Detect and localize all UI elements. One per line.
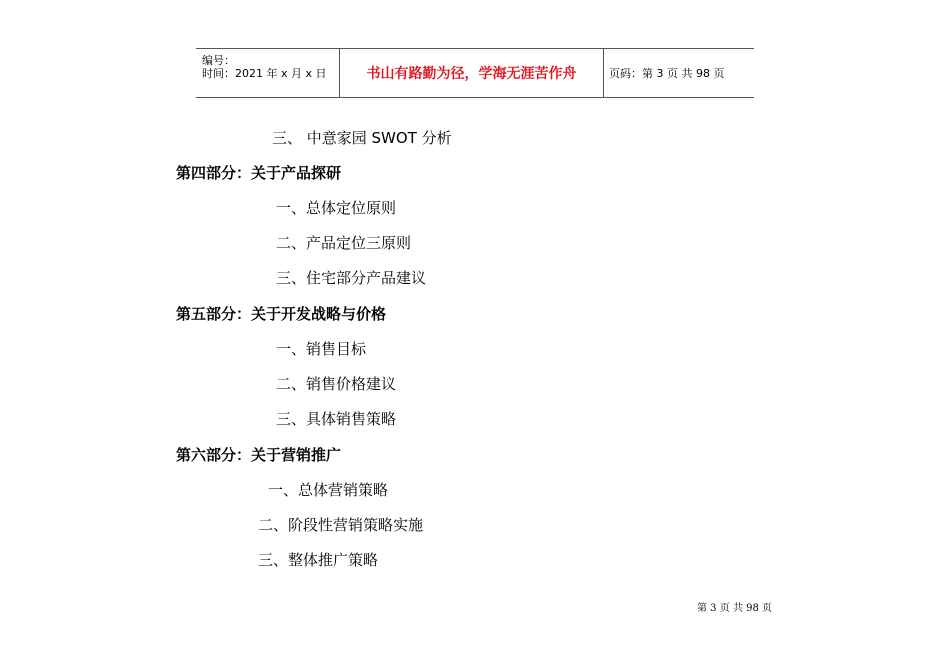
toc-item-6-1: 一、总体营销策略 [268,481,389,499]
toc-section-4-heading: 第四部分：关于产品探研 [176,164,342,182]
page-footer: 第 3 页 共 98 页 [697,603,772,614]
toc-item-5-3: 三、具体销售策略 [276,410,397,428]
toc-item-4-1: 一、总体定位原则 [276,199,397,217]
toc-item-4-2: 二、产品定位三原则 [276,234,412,252]
toc-section-5-heading: 第五部分：关于开发战略与价格 [176,305,387,323]
toc-item-5-1: 一、销售目标 [276,340,367,358]
page-header [196,48,754,98]
toc-item-4-3: 三、住宅部分产品建议 [276,269,427,287]
header-page-cell [603,49,754,97]
header-motto: 书山有路勤为径，学海无涯苦作舟 [366,66,577,82]
header-motto-cell [339,49,604,97]
header-meta-cell [196,49,339,97]
header-page-number: 页码：第 3 页 共 98 页 [609,67,725,80]
toc-section-6-heading: 第六部分：关于营销推广 [176,446,342,464]
document-date-label: 时间：2021 年 x 月 x 日 [202,67,327,80]
toc-item-6-3: 三、整体推广策略 [258,551,379,569]
toc-item-swot: 三、 中意家园 SWOT 分析 [272,129,452,147]
toc-item-5-2: 二、销售价格建议 [276,375,397,393]
toc-item-6-2: 二、阶段性营销策略实施 [258,516,424,534]
document-number-label: 编号： [202,54,235,67]
